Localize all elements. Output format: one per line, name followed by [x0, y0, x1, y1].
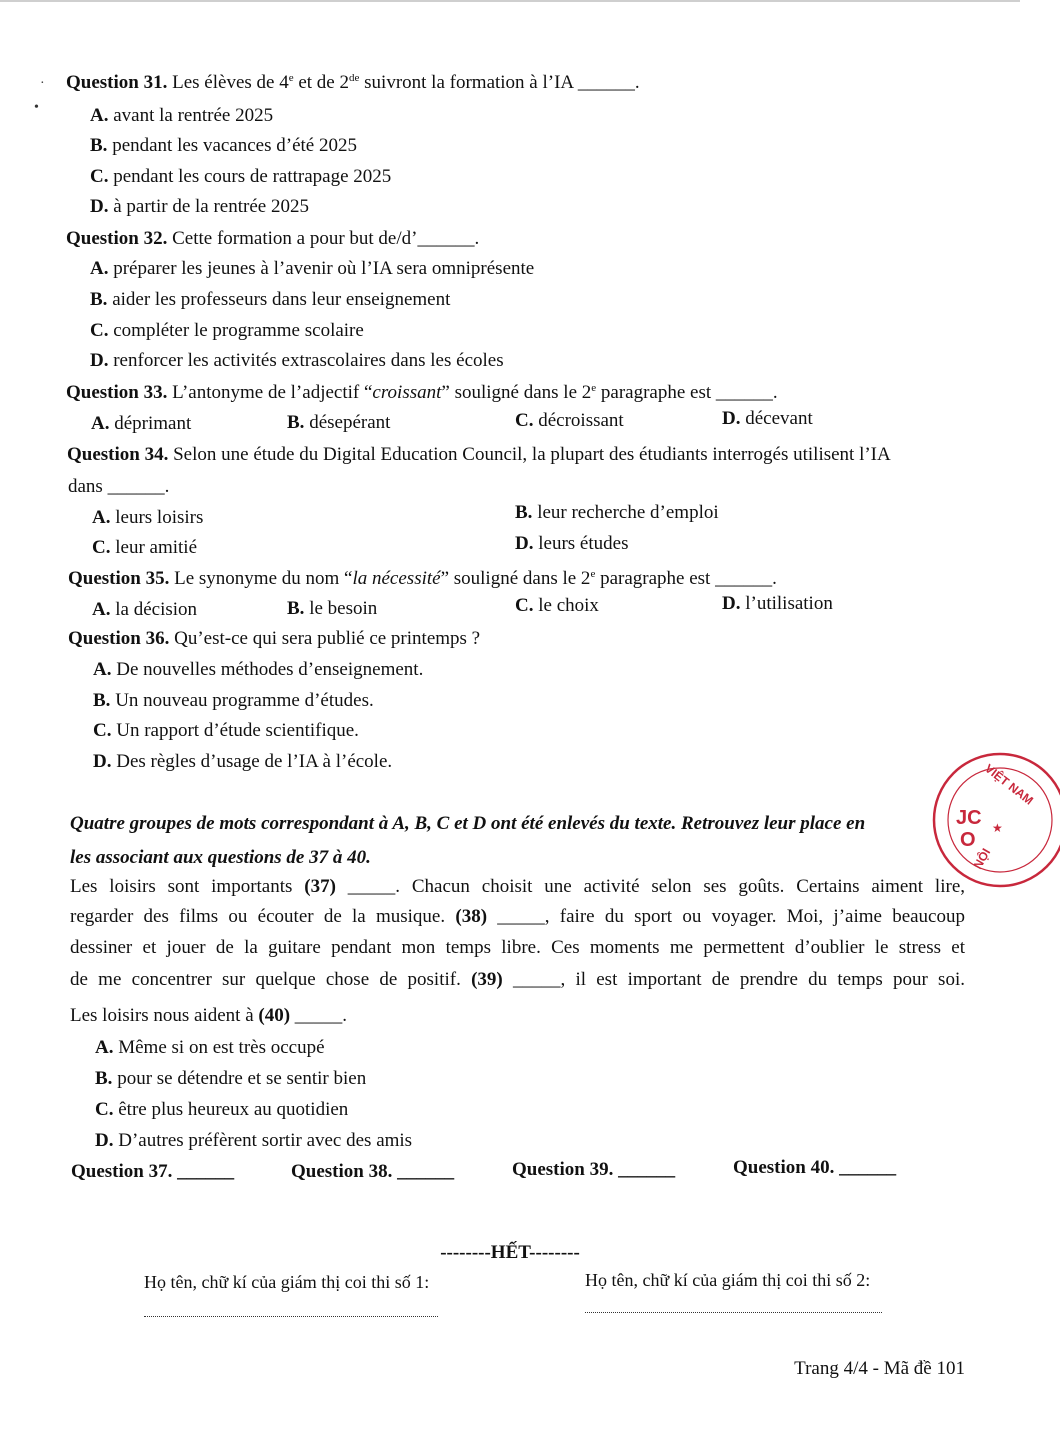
option-b[interactable]	[90, 135, 357, 157]
option-c[interactable]	[515, 595, 599, 617]
option-d[interactable]	[90, 196, 309, 218]
instruction-line-1: Quatre groupes de mots correspondant à A, B, C et D ont été enlevés du texte. Retrouvez leur place en	[70, 813, 866, 834]
option-text: Même si on est très occupé	[113, 1037, 325, 1058]
option-text: désepérant	[304, 412, 391, 433]
option-letter: B.	[515, 502, 533, 523]
option-text: leurs loisirs	[110, 507, 204, 528]
option-text: préparer les jeunes à l’avenir où l’IA sera omniprésente	[108, 258, 535, 279]
passage-text: Les loisirs nous aident à	[70, 1005, 259, 1026]
instruction-line-2: les associant aux questions de 37 à 40.	[70, 847, 371, 868]
option-c[interactable]	[90, 166, 391, 188]
option-letter: D.	[95, 1130, 114, 1151]
answer-blank-40[interactable]: Question 40. ______	[733, 1157, 897, 1178]
passage-text: _____, il est important de prendre du temps pour soi.	[502, 969, 965, 990]
option-letter: B.	[287, 598, 305, 619]
question-text: dans ______.	[68, 476, 170, 497]
fill-option-c[interactable]	[95, 1099, 348, 1121]
option-a[interactable]	[91, 413, 191, 435]
answer-blank-37[interactable]: Question 37. ______	[71, 1161, 235, 1182]
option-text: leur amitié	[110, 537, 198, 558]
option-a[interactable]	[93, 659, 423, 681]
question-text: suivront la formation à l’IA ______.	[359, 72, 640, 93]
option-d[interactable]	[722, 593, 833, 615]
option-b[interactable]	[287, 412, 390, 434]
signature-line-2[interactable]	[585, 1312, 882, 1313]
passage-text: _____. Chacun choisit une activité selon ses goûts. Certains aiment lire,	[335, 876, 966, 897]
fill-option-d[interactable]	[95, 1130, 412, 1152]
option-text: aider les professeurs dans leur enseignement	[107, 289, 451, 310]
option-letter: D.	[90, 350, 109, 371]
option-letter: C.	[90, 320, 109, 341]
option-text: avant la rentrée 2025	[108, 105, 274, 126]
question-text: paragraphe est ______.	[595, 568, 777, 589]
signature-line-1[interactable]	[144, 1316, 438, 1317]
option-a[interactable]	[90, 258, 534, 280]
option-d[interactable]	[93, 751, 392, 773]
question-label: Question 32.	[66, 228, 168, 249]
proctor-1-signature-label: Họ tên, chữ kí của giám thị coi thi số 1:	[144, 1272, 430, 1292]
passage-text: dessiner et jouer de la guitare pendant mon temps libre. Ces moments me permettent d’oublier le stress et	[70, 937, 965, 958]
option-text: pendant les cours de rattrapage 2025	[108, 166, 392, 187]
proctor-2-signature-label: Họ tên, chữ kí của giám thị coi thi số 2:	[585, 1270, 871, 1290]
passage-text: regarder des films ou écouter de la musique.	[70, 906, 456, 927]
underlined-word: croissant	[372, 382, 442, 403]
question-text: Qu’est-ce qui sera publié ce printemps ?	[169, 628, 481, 649]
option-text: le besoin	[304, 598, 378, 619]
option-letter: A.	[92, 599, 111, 620]
option-text: pendant les vacances d’été 2025	[107, 135, 357, 156]
option-letter: A.	[93, 659, 112, 680]
option-text: la décision	[110, 599, 198, 620]
option-letter: D.	[90, 196, 109, 217]
superscript: e	[590, 568, 596, 580]
option-letter: D.	[722, 593, 741, 614]
fill-option-a[interactable]	[95, 1037, 325, 1059]
passage-text: de me concentrer sur quelque chose de positif.	[70, 969, 472, 990]
option-b[interactable]	[90, 289, 450, 311]
question-text: Cette formation a pour but de/d’______.	[167, 228, 480, 249]
option-text: leur recherche d’emploi	[532, 502, 719, 523]
option-text: décevant	[740, 408, 813, 429]
margin-mark: •	[34, 100, 39, 115]
option-letter: D.	[515, 533, 534, 554]
option-text: renforcer les activités extrascolaires dans les écoles	[108, 350, 504, 371]
passage-line	[70, 1005, 347, 1027]
option-letter: C.	[515, 595, 534, 616]
stamp-text-top: VIỆT NAM	[982, 761, 1036, 808]
stamp-text-inner: JC	[956, 807, 982, 829]
option-text: pour se détendre et se sentir bien	[112, 1068, 367, 1089]
superscript: de	[349, 72, 360, 84]
option-letter: C.	[93, 720, 112, 741]
question-label: Question 35.	[68, 568, 170, 589]
margin-mark: ·	[40, 76, 45, 91]
option-b[interactable]	[287, 598, 377, 620]
question-text: Les élèves de 4	[167, 72, 289, 93]
passage-text: _____.	[290, 1005, 348, 1026]
answer-blank-38[interactable]: Question 38. ______	[291, 1161, 455, 1182]
answer-blank-39[interactable]: Question 39. ______	[512, 1159, 676, 1180]
question-text: ” souligné dans le 2	[441, 382, 592, 403]
question-label: Question 33.	[66, 382, 168, 403]
option-letter: D.	[722, 408, 741, 429]
option-a[interactable]	[92, 507, 203, 529]
blank-number: (39)	[471, 969, 503, 990]
option-a[interactable]	[90, 105, 273, 127]
passage-text: Les loisirs sont importants	[70, 876, 305, 897]
fill-option-b[interactable]	[95, 1068, 366, 1090]
option-text: être plus heureux au quotidien	[113, 1099, 349, 1120]
stamp-text-inner-2: O	[960, 829, 976, 851]
option-letter: C.	[515, 410, 534, 431]
option-letter: B.	[287, 412, 305, 433]
option-text: décroissant	[533, 410, 624, 431]
option-letter: B.	[90, 135, 108, 156]
option-letter: A.	[91, 413, 110, 434]
passage-text: _____, faire du sport ou voyager. Moi, j’aime beaucoup	[487, 906, 965, 927]
official-stamp	[940, 740, 1060, 890]
question-text: et de 2	[293, 72, 349, 93]
option-text: l’utilisation	[740, 593, 833, 614]
blank-number: (40)	[258, 1005, 291, 1026]
underlined-word: la nécessité	[352, 568, 441, 589]
option-c[interactable]	[515, 410, 624, 432]
option-b[interactable]	[515, 502, 719, 524]
question-text: Le synonyme du nom “	[169, 568, 353, 589]
option-letter: B.	[95, 1068, 113, 1089]
option-letter: C.	[90, 166, 109, 187]
option-a[interactable]	[92, 599, 197, 621]
option-letter: B.	[90, 289, 108, 310]
stamp-text-bottom: NỘI	[970, 846, 994, 872]
superscript: e	[288, 72, 294, 84]
option-text: leurs études	[533, 533, 629, 554]
question-35	[68, 568, 777, 590]
question-label: Question 36.	[68, 628, 170, 649]
option-letter: A.	[92, 507, 111, 528]
question-31	[66, 72, 640, 94]
passage-line	[70, 906, 965, 928]
option-b[interactable]	[93, 690, 374, 712]
passage-line	[70, 969, 965, 991]
superscript: e	[591, 382, 597, 394]
option-letter: A.	[90, 258, 109, 279]
blank-number: (38)	[455, 906, 488, 927]
question-text: Selon une étude du Digital Education Council, la plupart des étudiants interrogés utilisent l’IA	[168, 444, 891, 465]
option-d[interactable]	[90, 350, 504, 372]
option-d[interactable]	[515, 533, 628, 555]
question-text: ” souligné dans le 2	[440, 568, 591, 589]
option-letter: A.	[95, 1037, 114, 1058]
option-letter: B.	[93, 690, 111, 711]
option-text: compléter le programme scolaire	[108, 320, 364, 341]
blank-number: (37)	[304, 876, 336, 897]
option-text: D’autres préfèrent sortir avec des amis	[113, 1130, 413, 1151]
option-text: De nouvelles méthodes d’enseignement.	[111, 659, 424, 680]
question-34-continuation	[68, 476, 169, 498]
option-text: Un nouveau programme d’études.	[110, 690, 374, 711]
passage-line	[70, 937, 965, 959]
option-d[interactable]	[722, 408, 813, 430]
question-32	[66, 228, 479, 250]
question-33	[66, 382, 778, 404]
question-36	[68, 628, 480, 650]
option-text: à partir de la rentrée 2025	[108, 196, 309, 217]
question-label: Question 31.	[66, 72, 168, 93]
option-c[interactable]	[93, 720, 359, 742]
option-c[interactable]	[92, 537, 197, 559]
question-34	[67, 444, 891, 466]
option-text: le choix	[533, 595, 599, 616]
top-edge-line	[0, 0, 1020, 2]
question-label: Question 34.	[67, 444, 169, 465]
question-text: paragraphe est ______.	[596, 382, 778, 403]
option-text: Un rapport d’étude scientifique.	[111, 720, 359, 741]
end-marker: --------HẾT--------	[440, 1242, 580, 1263]
question-text: L’antonyme de l’adjectif “	[167, 382, 373, 403]
option-text: Des règles d’usage de l’IA à l’école.	[111, 751, 393, 772]
star-icon: ★	[992, 821, 1003, 835]
passage-line	[70, 876, 965, 898]
option-text: déprimant	[109, 413, 192, 434]
option-c[interactable]	[90, 320, 364, 342]
option-letter: C.	[95, 1099, 114, 1120]
option-letter: A.	[90, 105, 109, 126]
option-letter: D.	[93, 751, 112, 772]
option-letter: C.	[92, 537, 111, 558]
page-footer: Trang 4/4 - Mã đề 101	[794, 1358, 965, 1379]
